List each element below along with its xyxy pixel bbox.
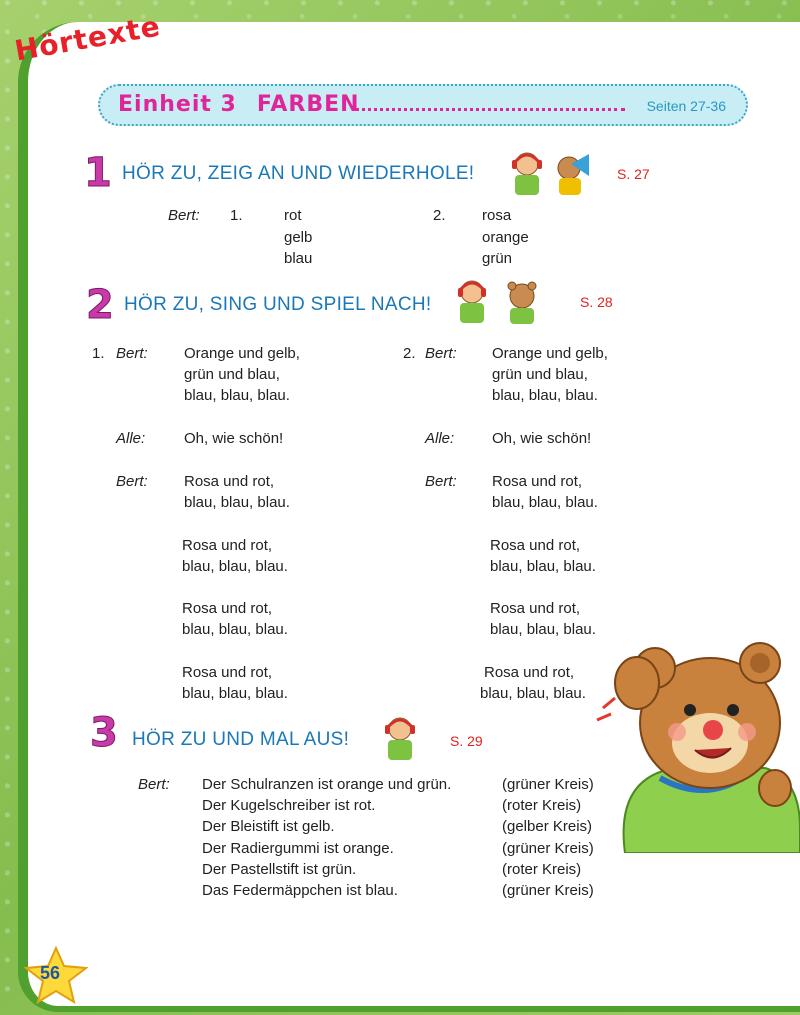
exercise-1-number: 1: [84, 150, 112, 196]
song-line: Rosa und rot,: [182, 537, 273, 554]
song-line: Rosa und rot,: [484, 664, 575, 681]
verse-2-chorus-speaker: Alle:: [425, 430, 455, 447]
page-number: 56: [40, 963, 61, 983]
song-line: blau, blau, blau.: [182, 685, 288, 702]
bear-singing-icon: [452, 278, 548, 328]
exercise-2-title: HÖR ZU, SING UND SPIEL NACH!: [124, 294, 432, 315]
unit-pages: Seiten 27-36: [646, 98, 726, 114]
exercise-1-word: orange: [482, 229, 529, 246]
exercise-1-page-ref: S. 27: [617, 166, 650, 182]
exercise-3-answer: (gelber Kreis): [502, 818, 593, 835]
exercise-1-word: blau: [284, 250, 313, 267]
exercise-3-number: 3: [90, 710, 118, 756]
song-line: Rosa und rot,: [490, 537, 581, 554]
exercise-2-page-ref: S. 28: [580, 294, 613, 310]
exercise-1-word: rot: [284, 207, 302, 224]
exercise-3-sentence: Der Kugelschreiber ist rot.: [202, 797, 376, 814]
song-line: blau, blau, blau.: [184, 494, 290, 511]
exercise-1-col2-num: 2.: [433, 207, 446, 224]
exercise-2-number: 2: [86, 282, 114, 328]
section-label: Hörtexte: [12, 9, 164, 68]
song-line: Oh, wie schön!: [492, 430, 592, 447]
exercise-1-title: HÖR ZU, ZEIG AN UND WIEDERHOLE!: [122, 163, 475, 184]
exercise-3-sentence: Der Bleistift ist gelb.: [202, 818, 335, 835]
exercise-1-speaker: Bert:: [168, 207, 200, 224]
song-line: blau, blau, blau.: [480, 685, 586, 702]
song-line: blau, blau, blau.: [490, 558, 596, 575]
verse-2-number: 2.: [403, 345, 416, 362]
exercise-3-page-ref: S. 29: [450, 733, 483, 749]
bear-character-illustration: [585, 628, 800, 853]
song-line: Rosa und rot,: [490, 600, 581, 617]
song-line: grün und blau,: [492, 366, 588, 383]
song-line: Orange und gelb,: [184, 345, 300, 362]
exercise-3-answer: (grüner Kreis): [502, 776, 594, 793]
unit-dotted-line: [355, 108, 625, 111]
exercise-3-answer: (roter Kreis): [502, 797, 582, 814]
unit-header-bar: [98, 84, 748, 126]
exercise-1-word: gelb: [284, 229, 313, 246]
exercise-3-title: HÖR ZU UND MAL AUS!: [132, 729, 350, 750]
verse-1-speaker: Bert:: [116, 345, 148, 362]
kid-headphones-icon: [380, 714, 420, 762]
song-line: blau, blau, blau.: [182, 621, 288, 638]
song-line: blau, blau, blau.: [490, 621, 596, 638]
song-line: grün und blau,: [184, 366, 280, 383]
unit-number: Einheit 3: [118, 92, 237, 117]
verse-1-speaker: Bert:: [116, 473, 148, 490]
song-line: Rosa und rot,: [492, 473, 583, 490]
verse-1-number: 1.: [92, 345, 105, 362]
kid-headphones-icon: [505, 150, 595, 198]
song-line: Rosa und rot,: [182, 664, 273, 681]
exercise-1-word: rosa: [482, 207, 512, 224]
song-line: blau, blau, blau.: [492, 387, 598, 404]
exercise-3-answer: (grüner Kreis): [502, 840, 594, 857]
exercise-3-sentence: Das Federmäppchen ist blau.: [202, 882, 398, 899]
verse-2-speaker: Bert:: [425, 345, 457, 362]
song-line: blau, blau, blau.: [492, 494, 598, 511]
song-line: blau, blau, blau.: [184, 387, 290, 404]
verse-2-speaker: Bert:: [425, 473, 457, 490]
exercise-3-answer: (roter Kreis): [502, 861, 582, 878]
exercise-1-col1-num: 1.: [230, 207, 243, 224]
song-line: blau, blau, blau.: [182, 558, 288, 575]
song-line: Orange und gelb,: [492, 345, 608, 362]
unit-name: FARBEN: [256, 92, 360, 117]
exercise-3-sentence: Der Radiergummi ist orange.: [202, 840, 394, 857]
song-line: Rosa und rot,: [182, 600, 273, 617]
verse-1-chorus-speaker: Alle:: [116, 430, 146, 447]
exercise-3-sentence: Der Pastellstift ist grün.: [202, 861, 357, 878]
song-line: Rosa und rot,: [184, 473, 275, 490]
unit-title: [118, 92, 360, 117]
exercise-3-speaker: Bert:: [138, 776, 170, 793]
exercise-1-word: grün: [482, 250, 513, 267]
exercise-3-answer: (grüner Kreis): [502, 882, 594, 899]
song-line: Oh, wie schön!: [184, 430, 284, 447]
exercise-3-sentence: Der Schulranzen ist orange und grün.: [202, 776, 452, 793]
